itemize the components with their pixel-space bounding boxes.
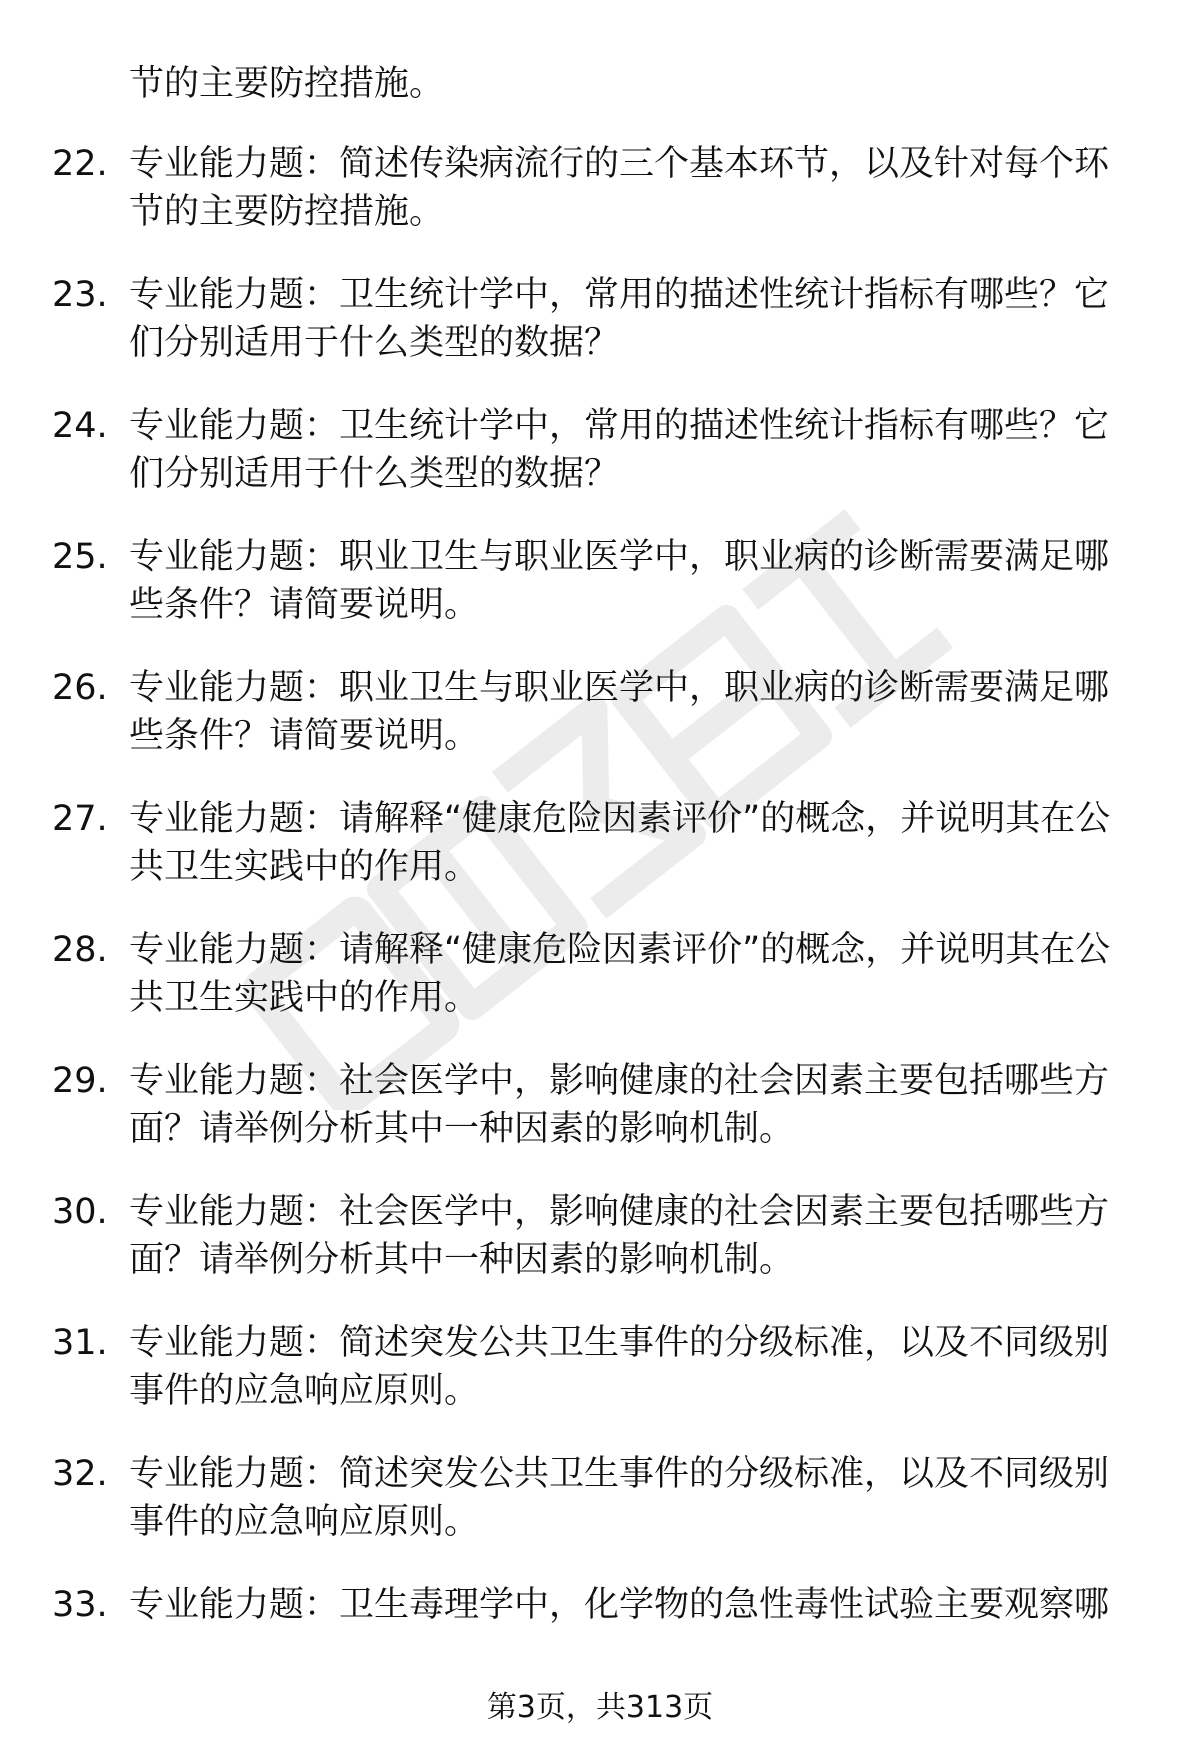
question-item xyxy=(0,1319,1200,1450)
question-text: 专业能力题：卫生统计学中，常用的描述性统计指标有哪些？它们分别适用于什么类型的数据？ xyxy=(129,275,1110,363)
question-text: 专业能力题：请解释“健康危险因素评价”的概念，并说明其在公共卫生实践中的作用。 xyxy=(129,930,1111,1018)
question-item xyxy=(0,926,1200,1057)
question-text: 专业能力题：社会医学中，影响健康的社会因素主要包括哪些方面？请举例分析其中一种因素的影响机制。 xyxy=(129,1061,1110,1149)
question-text: 专业能力题：社会医学中，影响健康的社会因素主要包括哪些方面？请举例分析其中一种因素的影响机制。 xyxy=(129,1192,1110,1280)
question-list xyxy=(0,140,1200,1712)
question-number: 33. xyxy=(52,1585,108,1625)
question-number: 32. xyxy=(52,1454,108,1494)
question-text: 专业能力题：卫生毒理学中，化学物的急性毒性试验主要观察哪 xyxy=(129,1585,1110,1625)
question-number: 28. xyxy=(52,930,108,970)
question-text: 专业能力题：职业卫生与职业医学中，职业病的诊断需要满足哪些条件？请简要说明。 xyxy=(129,537,1110,625)
question-text: 专业能力题：卫生统计学中，常用的描述性统计指标有哪些？它们分别适用于什么类型的数据？ xyxy=(129,406,1110,494)
continued-text: 节的主要防控措施。 xyxy=(129,64,445,104)
question-number: 23. xyxy=(52,275,108,315)
question-text: 专业能力题：简述突发公共卫生事件的分级标准，以及不同级别事件的应急响应原则。 xyxy=(129,1454,1110,1542)
question-text: 专业能力题：请解释“健康危险因素评价”的概念，并说明其在公共卫生实践中的作用。 xyxy=(129,799,1111,887)
question-number: 26. xyxy=(52,668,108,708)
question-number: 22. xyxy=(52,144,108,184)
question-text: 专业能力题：简述传染病流行的三个基本环节，以及针对每个环节的主要防控措施。 xyxy=(129,144,1110,232)
question-number: 29. xyxy=(52,1061,108,1101)
question-item xyxy=(0,1188,1200,1319)
question-item xyxy=(0,140,1200,271)
question-number: 31. xyxy=(52,1323,108,1363)
question-item xyxy=(0,402,1200,533)
question-item xyxy=(0,1057,1200,1188)
question-item xyxy=(0,271,1200,402)
page-number: 第3页，共313页 xyxy=(486,1690,714,1725)
question-number: 30. xyxy=(52,1192,108,1232)
question-text: 专业能力题：简述突发公共卫生事件的分级标准，以及不同级别事件的应急响应原则。 xyxy=(129,1323,1110,1411)
question-number: 25. xyxy=(52,537,108,577)
question-item xyxy=(0,533,1200,664)
question-number: 27. xyxy=(52,799,108,839)
question-item xyxy=(0,664,1200,795)
question-number: 24. xyxy=(52,406,108,446)
question-item xyxy=(0,795,1200,926)
question-text: 专业能力题：职业卫生与职业医学中，职业病的诊断需要满足哪些条件？请简要说明。 xyxy=(129,668,1110,756)
question-item xyxy=(0,1450,1200,1581)
